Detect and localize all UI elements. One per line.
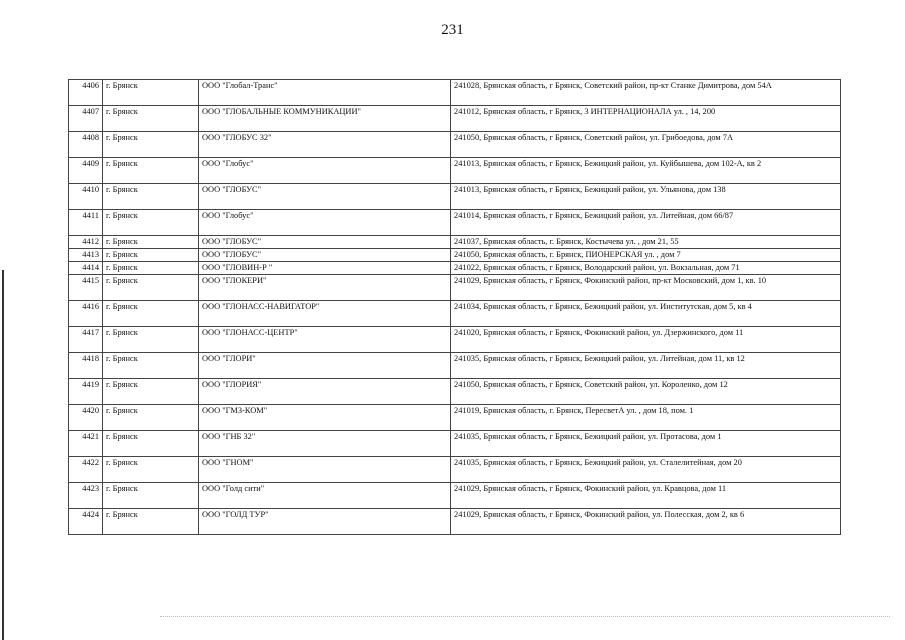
- row-organization: ООО "ГОЛД ТУР": [199, 509, 451, 535]
- row-city: г. Брянск: [103, 379, 199, 405]
- row-address: 241035, Брянская область, г Брянск, Бежицкий район, ул. Литейная, дом 11, кв 12: [451, 353, 841, 379]
- row-city: г. Брянск: [103, 301, 199, 327]
- row-city: г. Брянск: [103, 106, 199, 132]
- row-city: г. Брянск: [103, 457, 199, 483]
- table-row: [69, 249, 841, 262]
- row-city: г. Брянск: [103, 262, 199, 275]
- row-organization: ООО "ГЛОКЕРИ": [199, 275, 451, 301]
- row-address: 241028, Брянская область, г Брянск, Советский район, пр-кт Станке Димитрова, дом 54А: [451, 80, 841, 106]
- table-row: [69, 509, 841, 535]
- table-row: [69, 80, 841, 106]
- row-address: 241050, Брянская область, г. Брянск, ПИОНЕРСКАЯ ул. , дом 7: [451, 249, 841, 262]
- row-address: 241029, Брянская область, г Брянск, Фокинский район, ул. Полесская, дом 2, кв 6: [451, 509, 841, 535]
- row-organization: ООО "ГЛОБУС 32": [199, 132, 451, 158]
- row-address: 241050, Брянская область, г Брянск, Советский район, ул. Грибоедова, дом 7А: [451, 132, 841, 158]
- scan-edge-line: [2, 270, 4, 640]
- table-row: [69, 132, 841, 158]
- table-row: [69, 262, 841, 275]
- row-city: г. Брянск: [103, 431, 199, 457]
- row-city: г. Брянск: [103, 132, 199, 158]
- row-number: 4414: [69, 262, 103, 275]
- table-row: [69, 106, 841, 132]
- row-address: 241022, Брянская область, г Брянск, Володарский район, ул. Вокзальная, дом 71: [451, 262, 841, 275]
- row-organization: ООО "ГЛОБУС": [199, 236, 451, 249]
- row-organization: ООО "Глобус": [199, 158, 451, 184]
- table-row: [69, 457, 841, 483]
- row-city: г. Брянск: [103, 80, 199, 106]
- row-number: 4424: [69, 509, 103, 535]
- row-organization: ООО "ГНОМ": [199, 457, 451, 483]
- row-organization: ООО "Глобал-Транс": [199, 80, 451, 106]
- row-city: г. Брянск: [103, 236, 199, 249]
- row-address: 241013, Брянская область, г Брянск, Бежицкий район, ул. Куйбышева, дом 102-А, кв 2: [451, 158, 841, 184]
- table-row: [69, 236, 841, 249]
- row-city: г. Брянск: [103, 249, 199, 262]
- row-address: 241035, Брянская область, г Брянск, Бежицкий район, ул. Протасова, дом 1: [451, 431, 841, 457]
- row-number: 4408: [69, 132, 103, 158]
- row-organization: ООО "ГЛОВИН-Р ": [199, 262, 451, 275]
- row-organization: ООО "ГЛОНАСС-НАВИГАТОР": [199, 301, 451, 327]
- row-address: 241034, Брянская область, г Брянск, Бежицкий район, ул. Институтская, дом 5, кв 4: [451, 301, 841, 327]
- row-address: 241012, Брянская область, г Брянск, 3 ИНТЕРНАЦИОНАЛА ул. , 14, 200: [451, 106, 841, 132]
- table-row: [69, 327, 841, 353]
- row-city: г. Брянск: [103, 509, 199, 535]
- table-row: [69, 379, 841, 405]
- row-city: г. Брянск: [103, 405, 199, 431]
- row-number: 4422: [69, 457, 103, 483]
- row-address: 241013, Брянская область, г Брянск, Бежицкий район, ул. Ульянова, дом 138: [451, 184, 841, 210]
- registry-table: [68, 79, 841, 535]
- table-row: [69, 301, 841, 327]
- page-number: 231: [441, 22, 464, 38]
- table-row: [69, 353, 841, 379]
- row-address: 241020, Брянская область, г Брянск, Фокинский район, ул. Дзержинского, дом 11: [451, 327, 841, 353]
- row-number: 4407: [69, 106, 103, 132]
- row-address: 241029, Брянская область, г Брянск, Фокинский район, ул. Кравцова, дом 11: [451, 483, 841, 509]
- row-number: 4411: [69, 210, 103, 236]
- row-city: г. Брянск: [103, 158, 199, 184]
- row-address: 241035, Брянская область, г Брянск, Бежицкий район, ул. Сталелитейная, дом 20: [451, 457, 841, 483]
- row-city: г. Брянск: [103, 353, 199, 379]
- row-organization: ООО "ГЛОБУС": [199, 249, 451, 262]
- row-organization: ООО "Глобус": [199, 210, 451, 236]
- row-number: 4417: [69, 327, 103, 353]
- row-city: г. Брянск: [103, 275, 199, 301]
- row-number: 4416: [69, 301, 103, 327]
- row-number: 4406: [69, 80, 103, 106]
- row-organization: ООО "ГЛОБАЛЬНЫЕ КОММУНИКАЦИИ": [199, 106, 451, 132]
- row-number: 4420: [69, 405, 103, 431]
- row-number: 4410: [69, 184, 103, 210]
- row-number: 4419: [69, 379, 103, 405]
- table-row: [69, 405, 841, 431]
- row-organization: ООО "ГЛОРИ": [199, 353, 451, 379]
- row-number: 4409: [69, 158, 103, 184]
- row-city: г. Брянск: [103, 483, 199, 509]
- row-city: г. Брянск: [103, 184, 199, 210]
- table-row: [69, 275, 841, 301]
- row-address: 241050, Брянская область, г Брянск, Советский район, ул. Короленко, дом 12: [451, 379, 841, 405]
- row-address: 241029, Брянская область, г Брянск, Фокинский район, пр-кт Московский, дом 1, кв. 10: [451, 275, 841, 301]
- scan-artifact-line: [160, 616, 890, 617]
- table-row: [69, 483, 841, 509]
- row-organization: ООО "ГЛОБУС": [199, 184, 451, 210]
- row-number: 4418: [69, 353, 103, 379]
- row-address: 241037, Брянская область, г. Брянск, Костычева ул. , дом 21, 55: [451, 236, 841, 249]
- row-organization: ООО "ГЛОНАСС-ЦЕНТР": [199, 327, 451, 353]
- row-number: 4413: [69, 249, 103, 262]
- row-number: 4421: [69, 431, 103, 457]
- row-number: 4412: [69, 236, 103, 249]
- row-organization: ООО "ГНБ 32": [199, 431, 451, 457]
- row-number: 4423: [69, 483, 103, 509]
- row-address: 241014, Брянская область, г Брянск, Бежицкий район, ул. Литейная, дом 66/87: [451, 210, 841, 236]
- table-row: [69, 184, 841, 210]
- row-organization: ООО "Голд сити": [199, 483, 451, 509]
- row-city: г. Брянск: [103, 327, 199, 353]
- table-row: [69, 158, 841, 184]
- row-organization: ООО "ГЛОРИЯ": [199, 379, 451, 405]
- row-organization: ООО "ГМЗ-КОМ": [199, 405, 451, 431]
- row-city: г. Брянск: [103, 210, 199, 236]
- row-number: 4415: [69, 275, 103, 301]
- table-row: [69, 431, 841, 457]
- row-address: 241019, Брянская область, г. Брянск, ПересветА ул. , дом 18, пом. 1: [451, 405, 841, 431]
- table-row: [69, 210, 841, 236]
